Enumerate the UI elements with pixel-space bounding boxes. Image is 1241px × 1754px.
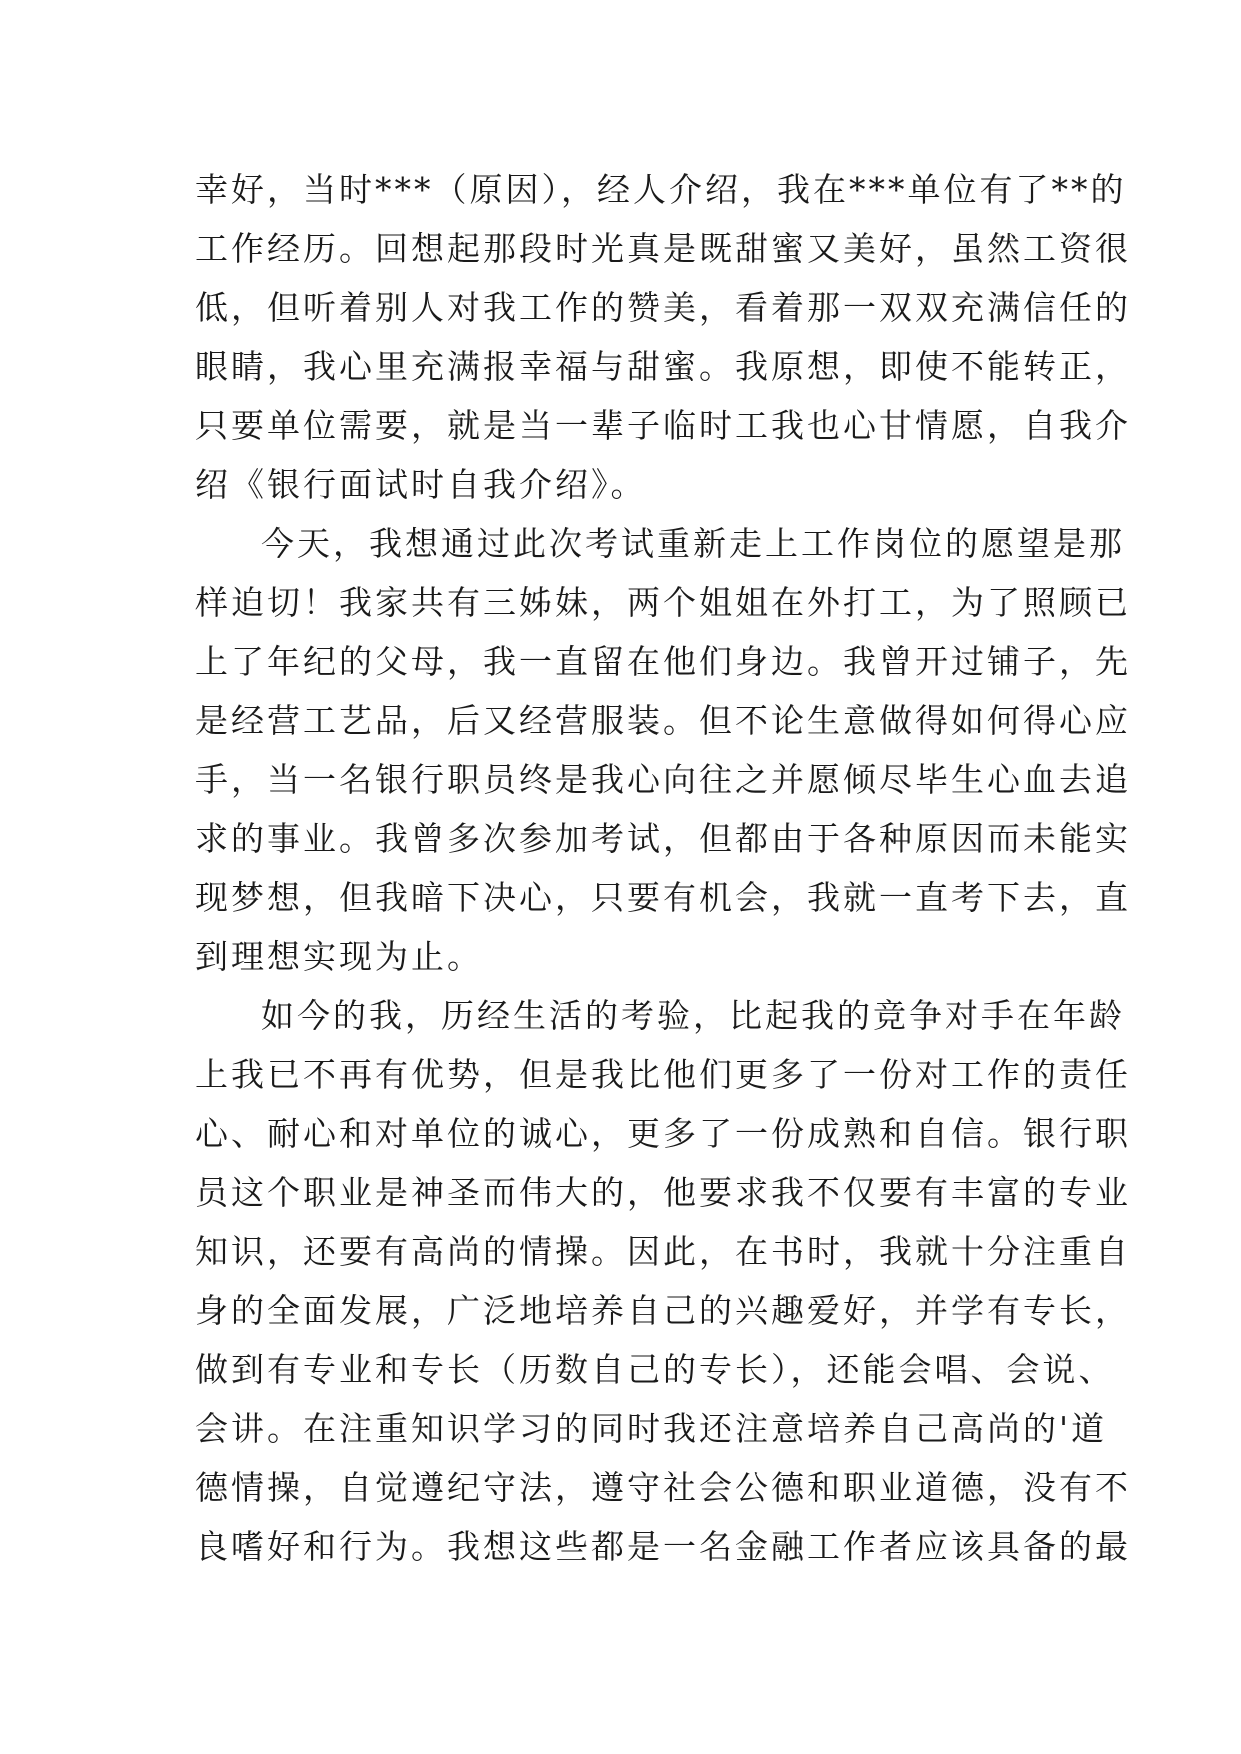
text-line: 做到有专业和专长（历数自己的专长），还能会唱、会说、 [195,1350,1115,1389]
text-line: 上了年纪的父母，我一直留在他们身边。我曾开过铺子，先 [195,642,1131,681]
text-line: 会讲。在注重知识学习的同时我还注意培养自己高尚的'道 [195,1409,1108,1448]
paragraph [195,986,1131,1576]
text-line: 工作经历。回想起那段时光真是既甜蜜又美好，虽然工资很 [195,229,1131,268]
text-line: 样迫切！我家共有三姊妹，两个姐姐在外打工，为了照顾已 [195,583,1131,622]
text-line: 员这个职业是神圣而伟大的，他要求我不仅要有丰富的专业 [195,1173,1131,1212]
text-line: 低，但听着别人对我工作的赞美，看着那一双双充满信任的 [195,288,1131,327]
text-line: 身的全面发展，广泛地培养自己的兴趣爱好，并学有专长， [195,1291,1131,1330]
text-line: 只要单位需要，就是当一辈子临时工我也心甘情愿，自我介 [195,406,1131,445]
text-line: 今天，我想通过此次考试重新走上工作岗位的愿望是那 [261,524,1125,563]
paragraph [195,160,1131,514]
text-line: 心、耐心和对单位的诚心，更多了一份成熟和自信。银行职 [195,1114,1131,1153]
text-line: 如今的我，历经生活的考验，比起我的竞争对手在年龄 [261,996,1125,1035]
text-line: 现梦想，但我暗下决心，只要有机会，我就一直考下去，直 [195,878,1131,917]
text-line: 上我已不再有优势，但是我比他们更多了一份对工作的责任 [195,1055,1131,1094]
text-line: 良嗜好和行为。我想这些都是一名金融工作者应该具备的最 [195,1527,1131,1566]
text-line: 眼睛，我心里充满报幸福与甜蜜。我原想，即使不能转正， [195,347,1131,386]
text-line: 绍《银行面试时自我介绍》。 [195,465,647,504]
paragraph [195,514,1131,986]
document-body [195,160,1131,1576]
text-line: 是经营工艺品，后又经营服装。但不论生意做得如何得心应 [195,701,1131,740]
text-line: 手，当一名银行职员终是我心向往之并愿倾尽毕生心血去追 [195,760,1131,799]
text-line: 德情操，自觉遵纪守法，遵守社会公德和职业道德，没有不 [195,1468,1131,1507]
text-line: 求的事业。我曾多次参加考试，但都由于各种原因而未能实 [195,819,1131,858]
text-line: 知识，还要有高尚的情操。因此，在书时，我就十分注重自 [195,1232,1131,1271]
text-line: 幸好，当时***（原因），经人介绍，我在***单位有了**的 [195,170,1127,209]
text-line: 到理想实现为止。 [195,937,483,976]
